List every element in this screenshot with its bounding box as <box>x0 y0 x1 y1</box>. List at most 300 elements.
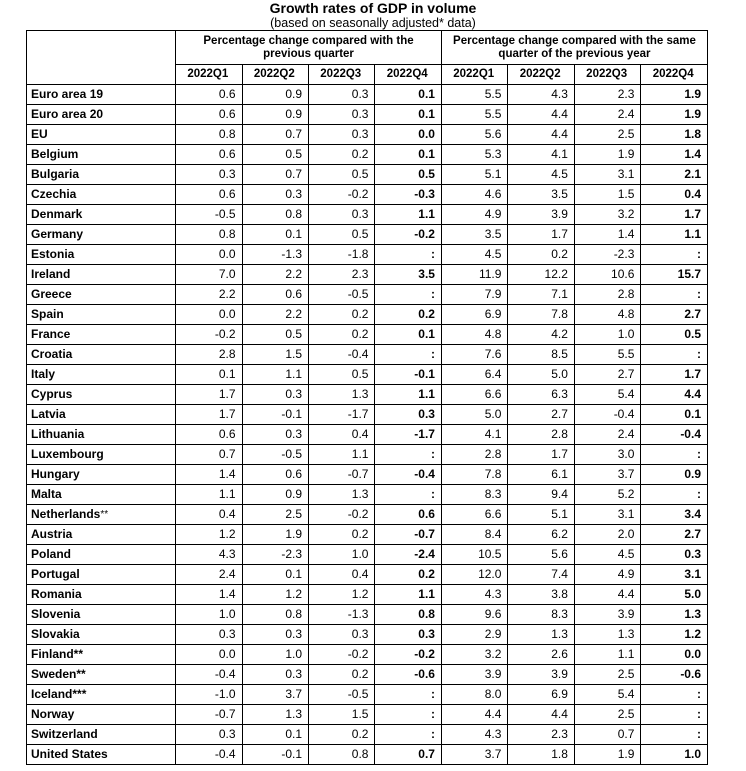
cell-yoy-value: 1.7 <box>508 225 574 245</box>
cell-qoq-value: 1.3 <box>309 485 375 505</box>
country-label: Finland** <box>31 647 84 661</box>
cell-yoy-value: 4.5 <box>508 165 574 185</box>
cell-yoy-value: 3.9 <box>508 205 574 225</box>
cell-qoq-value: 0.4 <box>309 425 375 445</box>
country-label: France <box>31 327 71 341</box>
cell-qoq-value: -0.5 <box>309 285 375 305</box>
cell-yoy-value: 4.5 <box>574 545 640 565</box>
cell-qoq-value: 3.7 <box>242 685 308 705</box>
table-row <box>27 445 708 465</box>
cell-yoy-value: 2.3 <box>508 725 574 745</box>
header-quarter: 2022Q4 <box>641 65 708 85</box>
cell-qoq-value: 0.3 <box>176 165 242 185</box>
cell-yoy-value: 3.7 <box>574 465 640 485</box>
cell-yoy-value: 2.5 <box>574 125 640 145</box>
cell-yoy-value: 8.5 <box>508 345 574 365</box>
cell-yoy-value: 1.9 <box>574 145 640 165</box>
table-row <box>27 665 708 685</box>
cell-yoy-value: 4.4 <box>508 705 574 725</box>
cell-qoq-value: 0.3 <box>242 625 308 645</box>
country-label: Greece <box>31 287 72 301</box>
country-name <box>27 525 176 545</box>
cell-qoq-value: 1.5 <box>309 705 375 725</box>
cell-yoy-value: 7.6 <box>441 345 507 365</box>
gdp-growth-table <box>26 30 708 765</box>
cell-qoq-value: 0.2 <box>309 325 375 345</box>
cell-qoq-value: 1.2 <box>242 585 308 605</box>
country-label: Estonia <box>31 247 75 261</box>
country-label: Iceland*** <box>31 687 87 701</box>
country-name <box>27 325 176 345</box>
table-row <box>27 425 708 445</box>
cell-yoy-value: 6.9 <box>508 685 574 705</box>
cell-yoy-value: 5.6 <box>441 125 507 145</box>
cell-qoq-value: 0.8 <box>176 225 242 245</box>
country-label: Bulgaria <box>31 167 80 181</box>
cell-qoq-value: 1.2 <box>176 525 242 545</box>
cell-yoy-value: 2.8 <box>441 445 507 465</box>
country-label: Slovakia <box>31 627 80 641</box>
cell-yoy-value: 1.0 <box>574 325 640 345</box>
cell-yoy-value: 1.4 <box>574 225 640 245</box>
cell-qoq-value: 0.4 <box>309 565 375 585</box>
cell-yoy-value: 2.6 <box>508 645 574 665</box>
country-label: United States <box>31 747 108 761</box>
cell-qoq-value: 4.3 <box>176 545 242 565</box>
cell-yoy-value: 1.8 <box>508 745 574 765</box>
cell-qoq-value: 0.5 <box>375 165 441 185</box>
country-label: Netherlands <box>31 507 101 521</box>
cell-qoq-value: 0.7 <box>176 445 242 465</box>
cell-qoq-value: 0.8 <box>176 125 242 145</box>
table-row <box>27 465 708 485</box>
cell-yoy-value: 5.0 <box>441 405 507 425</box>
cell-yoy-value: 4.4 <box>508 105 574 125</box>
cell-qoq-value: 0.3 <box>242 385 308 405</box>
cell-yoy-value: 4.5 <box>441 245 507 265</box>
cell-qoq-value: 0.0 <box>176 645 242 665</box>
table-title: Growth rates of GDP in volume <box>269 0 477 16</box>
cell-yoy-value: 2.5 <box>574 665 640 685</box>
cell-qoq-value: 3.5 <box>375 265 441 285</box>
cell-qoq-value: : <box>375 705 441 725</box>
cell-qoq-value: 1.4 <box>176 585 242 605</box>
cell-yoy-value: 5.1 <box>441 165 507 185</box>
cell-qoq-value: : <box>375 285 441 305</box>
cell-yoy-value: 7.8 <box>441 465 507 485</box>
cell-qoq-value: 0.3 <box>375 625 441 645</box>
header-quarter: 2022Q3 <box>309 65 375 85</box>
country-label: Lithuania <box>31 427 85 441</box>
cell-yoy-value: 5.0 <box>641 585 708 605</box>
cell-yoy-value: 3.4 <box>641 505 708 525</box>
header-quarter: 2022Q4 <box>375 65 441 85</box>
cell-qoq-value: 1.1 <box>309 445 375 465</box>
cell-yoy-value: 4.3 <box>508 85 574 105</box>
cell-qoq-value: 0.1 <box>242 725 308 745</box>
cell-qoq-value: 0.8 <box>375 605 441 625</box>
cell-qoq-value: 1.4 <box>176 465 242 485</box>
cell-yoy-value: 3.7 <box>441 745 507 765</box>
cell-qoq-value: 0.9 <box>242 105 308 125</box>
cell-yoy-value: 3.5 <box>441 225 507 245</box>
cell-yoy-value: 2.7 <box>508 405 574 425</box>
table-row <box>27 405 708 425</box>
cell-yoy-value: 5.1 <box>508 505 574 525</box>
table-row <box>27 245 708 265</box>
cell-yoy-value: 11.9 <box>441 265 507 285</box>
cell-yoy-value: 0.5 <box>641 325 708 345</box>
cell-yoy-value: -0.4 <box>641 425 708 445</box>
cell-yoy-value: 2.8 <box>508 425 574 445</box>
cell-yoy-value: 3.9 <box>574 605 640 625</box>
cell-yoy-value: 1.7 <box>641 365 708 385</box>
cell-yoy-value: : <box>641 245 708 265</box>
cell-yoy-value: -2.3 <box>574 245 640 265</box>
cell-qoq-value: : <box>375 245 441 265</box>
cell-qoq-value: 2.3 <box>309 265 375 285</box>
table-row <box>27 605 708 625</box>
cell-qoq-value: 0.5 <box>242 325 308 345</box>
table-row <box>27 745 708 765</box>
cell-yoy-value: 1.1 <box>641 225 708 245</box>
cell-yoy-value: 3.0 <box>574 445 640 465</box>
cell-yoy-value: 5.0 <box>508 365 574 385</box>
cell-yoy-value: 1.3 <box>574 625 640 645</box>
cell-yoy-value: 1.9 <box>574 745 640 765</box>
cell-qoq-value: 1.0 <box>176 605 242 625</box>
cell-qoq-value: 0.4 <box>176 505 242 525</box>
cell-qoq-value: 2.5 <box>242 505 308 525</box>
cell-yoy-value: 3.1 <box>641 565 708 585</box>
cell-yoy-value: 1.9 <box>641 105 708 125</box>
country-name <box>27 665 176 685</box>
cell-yoy-value: 4.9 <box>441 205 507 225</box>
cell-qoq-value: : <box>375 345 441 365</box>
country-label: Slovenia <box>31 607 81 621</box>
table-body <box>27 85 708 765</box>
cell-yoy-value: 0.0 <box>641 645 708 665</box>
cell-yoy-value: 1.3 <box>641 605 708 625</box>
cell-yoy-value: : <box>641 705 708 725</box>
header-quarter: 2022Q2 <box>242 65 308 85</box>
cell-yoy-value: 12.0 <box>441 565 507 585</box>
table-row <box>27 285 708 305</box>
cell-yoy-value: 3.2 <box>574 205 640 225</box>
country-name <box>27 145 176 165</box>
country-label: Malta <box>31 487 62 501</box>
cell-yoy-value: 5.6 <box>508 545 574 565</box>
table-row <box>27 305 708 325</box>
country-name <box>27 745 176 765</box>
cell-qoq-value: -0.1 <box>242 745 308 765</box>
cell-qoq-value: -0.4 <box>176 745 242 765</box>
table-row <box>27 185 708 205</box>
cell-qoq-value: 0.2 <box>309 305 375 325</box>
cell-qoq-value: 7.0 <box>176 265 242 285</box>
cell-yoy-value: 7.1 <box>508 285 574 305</box>
cell-qoq-value: 1.1 <box>176 485 242 505</box>
cell-yoy-value: : <box>641 285 708 305</box>
cell-yoy-value: 1.5 <box>574 185 640 205</box>
cell-yoy-value: : <box>641 685 708 705</box>
cell-yoy-value: 0.1 <box>641 405 708 425</box>
cell-qoq-value: 0.5 <box>309 165 375 185</box>
cell-qoq-value: -0.5 <box>242 445 308 465</box>
cell-qoq-value: -0.2 <box>375 645 441 665</box>
table-row <box>27 565 708 585</box>
cell-qoq-value: -1.7 <box>309 405 375 425</box>
cell-yoy-value: 1.8 <box>641 125 708 145</box>
cell-qoq-value: 0.6 <box>176 85 242 105</box>
table-row <box>27 325 708 345</box>
country-label: Latvia <box>31 407 66 421</box>
table-row <box>27 645 708 665</box>
table-row <box>27 365 708 385</box>
cell-qoq-value: -0.2 <box>375 225 441 245</box>
cell-qoq-value: -0.2 <box>176 325 242 345</box>
cell-qoq-value: 1.7 <box>176 405 242 425</box>
header-quarter: 2022Q2 <box>508 65 574 85</box>
country-label: EU <box>31 127 48 141</box>
cell-yoy-value: 1.7 <box>641 205 708 225</box>
cell-qoq-value: 0.9 <box>242 485 308 505</box>
country-name <box>27 505 176 525</box>
cell-yoy-value: 3.5 <box>508 185 574 205</box>
cell-yoy-value: 1.1 <box>574 645 640 665</box>
cell-qoq-value: 0.2 <box>309 145 375 165</box>
country-name <box>27 625 176 645</box>
cell-qoq-value: 0.3 <box>375 405 441 425</box>
cell-yoy-value: 2.1 <box>641 165 708 185</box>
cell-yoy-value: 4.4 <box>641 385 708 405</box>
cell-qoq-value: 1.1 <box>375 385 441 405</box>
header-corner-lower <box>27 65 176 85</box>
country-label: Poland <box>31 547 72 561</box>
cell-yoy-value: 2.4 <box>574 105 640 125</box>
cell-yoy-value: 5.5 <box>441 85 507 105</box>
country-name <box>27 585 176 605</box>
cell-yoy-value: 5.4 <box>574 685 640 705</box>
cell-qoq-value: 0.6 <box>242 285 308 305</box>
cell-qoq-value: 0.1 <box>242 565 308 585</box>
cell-qoq-value: 0.2 <box>309 525 375 545</box>
country-label: Austria <box>31 527 73 541</box>
header-group-previous-year: Percentage change compared with the same quarter of the previous year <box>441 31 707 65</box>
cell-qoq-value: 0.6 <box>375 505 441 525</box>
cell-qoq-value: 0.1 <box>375 325 441 345</box>
country-name <box>27 185 176 205</box>
country-label: Croatia <box>31 347 73 361</box>
cell-qoq-value: 0.6 <box>242 465 308 485</box>
table-row <box>27 145 708 165</box>
cell-qoq-value: 0.1 <box>375 85 441 105</box>
cell-yoy-value: : <box>641 485 708 505</box>
country-label: Denmark <box>31 207 83 221</box>
cell-yoy-value: 2.5 <box>574 705 640 725</box>
country-name <box>27 285 176 305</box>
cell-yoy-value: 4.6 <box>441 185 507 205</box>
cell-yoy-value: 10.5 <box>441 545 507 565</box>
cell-qoq-value: -0.4 <box>309 345 375 365</box>
cell-qoq-value: -1.3 <box>242 245 308 265</box>
country-label: Spain <box>31 307 64 321</box>
cell-yoy-value: 4.4 <box>574 585 640 605</box>
cell-yoy-value: 4.8 <box>441 325 507 345</box>
header-corner <box>27 31 176 65</box>
cell-yoy-value: 3.9 <box>508 665 574 685</box>
cell-qoq-value: 1.1 <box>242 365 308 385</box>
cell-yoy-value: 4.3 <box>441 585 507 605</box>
cell-qoq-value: 1.1 <box>375 585 441 605</box>
cell-yoy-value: 6.3 <box>508 385 574 405</box>
cell-qoq-value: -0.2 <box>309 505 375 525</box>
cell-yoy-value: 1.0 <box>641 745 708 765</box>
cell-yoy-value: 3.1 <box>574 165 640 185</box>
country-name <box>27 265 176 285</box>
cell-yoy-value: : <box>641 725 708 745</box>
cell-qoq-value: 0.7 <box>242 165 308 185</box>
cell-qoq-value: -0.4 <box>375 465 441 485</box>
country-name <box>27 365 176 385</box>
cell-qoq-value: 0.9 <box>242 85 308 105</box>
cell-yoy-value: 5.4 <box>574 385 640 405</box>
cell-qoq-value: 0.3 <box>309 125 375 145</box>
country-name <box>27 85 176 105</box>
country-name <box>27 465 176 485</box>
country-label: Sweden** <box>31 667 86 681</box>
cell-qoq-value: 0.5 <box>309 225 375 245</box>
country-label: Norway <box>31 707 75 721</box>
country-name <box>27 245 176 265</box>
cell-qoq-value: 2.2 <box>242 265 308 285</box>
cell-yoy-value: 2.3 <box>574 85 640 105</box>
cell-qoq-value: -0.5 <box>176 205 242 225</box>
country-label: Italy <box>31 367 56 381</box>
cell-yoy-value: 7.8 <box>508 305 574 325</box>
cell-qoq-value: -2.4 <box>375 545 441 565</box>
cell-qoq-value: -1.8 <box>309 245 375 265</box>
cell-yoy-value: 2.7 <box>641 525 708 545</box>
cell-qoq-value: 0.3 <box>176 725 242 745</box>
cell-qoq-value: 1.9 <box>242 525 308 545</box>
cell-qoq-value: 0.2 <box>375 305 441 325</box>
cell-yoy-value: 12.2 <box>508 265 574 285</box>
cell-yoy-value: 1.4 <box>641 145 708 165</box>
cell-qoq-value: -0.1 <box>242 405 308 425</box>
cell-qoq-value: 2.4 <box>176 565 242 585</box>
table-row <box>27 505 708 525</box>
cell-yoy-value: 4.4 <box>508 125 574 145</box>
header-quarter: 2022Q3 <box>574 65 640 85</box>
cell-yoy-value: 6.6 <box>441 505 507 525</box>
cell-yoy-value: 7.9 <box>441 285 507 305</box>
cell-yoy-value: 4.1 <box>508 145 574 165</box>
country-name <box>27 305 176 325</box>
cell-yoy-value: 4.9 <box>574 565 640 585</box>
table-row <box>27 725 708 745</box>
cell-qoq-value: 1.3 <box>309 385 375 405</box>
country-name <box>27 605 176 625</box>
cell-yoy-value: 8.3 <box>441 485 507 505</box>
cell-qoq-value: 0.6 <box>176 145 242 165</box>
cell-yoy-value: 2.7 <box>641 305 708 325</box>
country-name <box>27 645 176 665</box>
country-label: Czechia <box>31 187 77 201</box>
cell-yoy-value: 15.7 <box>641 265 708 285</box>
cell-qoq-value: 0.8 <box>242 205 308 225</box>
cell-yoy-value: 0.4 <box>641 185 708 205</box>
country-label: Ireland <box>31 267 71 281</box>
cell-qoq-value: 1.1 <box>375 205 441 225</box>
cell-qoq-value: -1.7 <box>375 425 441 445</box>
cell-yoy-value: 8.3 <box>508 605 574 625</box>
country-label: Euro area 19 <box>31 87 104 101</box>
cell-qoq-value: 0.8 <box>242 605 308 625</box>
cell-qoq-value: 0.7 <box>375 745 441 765</box>
cell-qoq-value: -1.3 <box>309 605 375 625</box>
cell-qoq-value: 0.6 <box>176 185 242 205</box>
cell-qoq-value: : <box>375 685 441 705</box>
cell-yoy-value: 3.8 <box>508 585 574 605</box>
cell-qoq-value: 0.6 <box>176 425 242 445</box>
table-row <box>27 165 708 185</box>
cell-yoy-value: -0.4 <box>574 405 640 425</box>
cell-qoq-value: -0.4 <box>176 665 242 685</box>
table-row <box>27 125 708 145</box>
cell-qoq-value: -0.7 <box>176 705 242 725</box>
cell-qoq-value: 0.0 <box>176 245 242 265</box>
cell-yoy-value: 2.9 <box>441 625 507 645</box>
cell-yoy-value: 6.4 <box>441 365 507 385</box>
cell-yoy-value: 9.4 <box>508 485 574 505</box>
cell-qoq-value: 0.3 <box>242 425 308 445</box>
table-row <box>27 705 708 725</box>
table-row <box>27 685 708 705</box>
cell-qoq-value: 0.8 <box>309 745 375 765</box>
cell-qoq-value: -0.2 <box>309 185 375 205</box>
cell-qoq-value: 0.1 <box>176 365 242 385</box>
cell-qoq-value: 0.0 <box>375 125 441 145</box>
cell-qoq-value: 0.3 <box>176 625 242 645</box>
table-row <box>27 485 708 505</box>
cell-qoq-value: 0.3 <box>309 105 375 125</box>
country-name <box>27 705 176 725</box>
cell-qoq-value: 0.1 <box>375 105 441 125</box>
cell-yoy-value: 0.2 <box>508 245 574 265</box>
cell-yoy-value: 2.4 <box>574 425 640 445</box>
cell-qoq-value: 0.2 <box>309 725 375 745</box>
cell-yoy-value: 0.9 <box>641 465 708 485</box>
cell-yoy-value: 6.1 <box>508 465 574 485</box>
cell-qoq-value: -0.3 <box>375 185 441 205</box>
country-name <box>27 385 176 405</box>
cell-yoy-value: 1.7 <box>508 445 574 465</box>
cell-qoq-value: 0.5 <box>242 145 308 165</box>
cell-qoq-value: 0.3 <box>242 665 308 685</box>
cell-qoq-value: -2.3 <box>242 545 308 565</box>
country-label: Luxembourg <box>31 447 104 461</box>
table-row <box>27 225 708 245</box>
cell-yoy-value: 8.0 <box>441 685 507 705</box>
cell-qoq-value: 0.2 <box>309 665 375 685</box>
table-row <box>27 625 708 645</box>
cell-yoy-value: 6.2 <box>508 525 574 545</box>
cell-qoq-value: 1.0 <box>242 645 308 665</box>
cell-yoy-value: 7.4 <box>508 565 574 585</box>
country-label: Germany <box>31 227 84 241</box>
cell-qoq-value: 0.3 <box>309 85 375 105</box>
